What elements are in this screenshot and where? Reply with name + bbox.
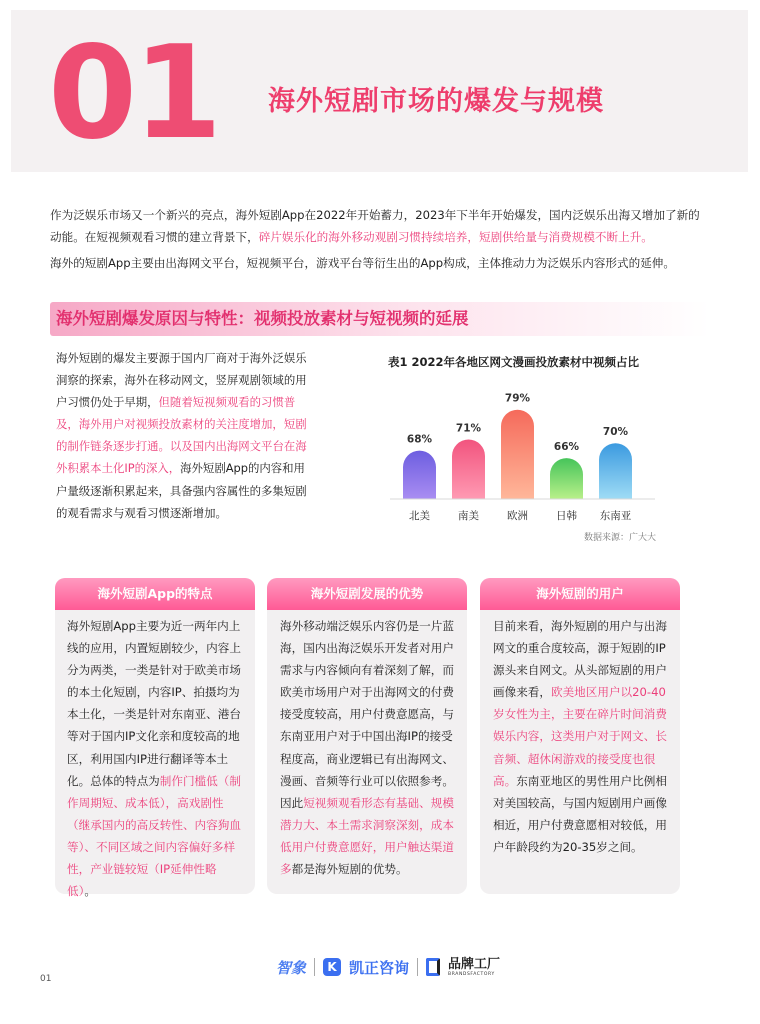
section-title: 海外短剧爆发原因与特性：视频投放素材与短视频的延展 bbox=[56, 309, 469, 328]
intro-paragraph-2: 海外的短剧App主要由出海网文平台，短视频平台，游戏平台等衍生出的App构成，主体推动力为泛娱乐内容形式的延伸。 bbox=[50, 256, 675, 270]
section-text bbox=[56, 347, 308, 524]
page-number: 01 bbox=[40, 974, 52, 984]
card-features-head: 海外短剧App的特点 bbox=[55, 578, 255, 610]
section-text-a: 海外短剧的爆发主要源于国内厂商对于海外泛娱乐洞察的探索，海外在移动网文，竖屏观剧领域的用户习惯仍处于早期， bbox=[56, 351, 307, 410]
brandsfactory-logo-icon bbox=[426, 958, 440, 976]
section-text-highlight-1: 但随着短视频观看的习惯普及，海外用户对视频投放素材的关注度增加，短剧的制作链条逐步打通。 bbox=[56, 395, 307, 454]
value-label: 70% bbox=[602, 426, 629, 439]
card-advantages-head: 海外短剧发展的优势 bbox=[267, 578, 467, 610]
chapter-number: 01 bbox=[48, 19, 219, 168]
card-users-highlight: 欧美地区用户以20-40岁女性为主，主要在碎片时间消费娱乐内容，这类用户对于网文、长音频、超休闲游戏的接受度也很高。 bbox=[493, 685, 667, 788]
value-label: 68% bbox=[406, 433, 433, 446]
section-text-c: 海外短剧App的内容和用户量级逐渐积累起来，具备强内容属性的多集短剧的观看需求与观看习惯逐渐增加。 bbox=[56, 461, 307, 520]
logo-divider bbox=[417, 958, 418, 976]
category-label: 东南亚 bbox=[599, 510, 632, 522]
card-users-text: 目前来看，海外短剧的用户与出海网文的重合度较高，源于短剧的IP源头来自网文。从头部短剧的用户画像来看， bbox=[493, 619, 667, 700]
bar-东南亚 bbox=[599, 443, 632, 499]
intro-p1-highlight: 碎片娱乐化的海外移动观剧习惯持续培养，短剧供给量与消费规模不断上升。 bbox=[258, 230, 653, 244]
bar-南美 bbox=[452, 439, 485, 499]
card-users-head: 海外短剧的用户 bbox=[480, 578, 680, 610]
kaizheng-logo-icon: K bbox=[323, 958, 341, 976]
chart-source: 数据来源：广大大 bbox=[583, 533, 656, 543]
value-label: 79% bbox=[504, 392, 531, 405]
chart-title: 表1 2022年各地区网文漫画投放素材中视频占比 bbox=[388, 355, 640, 369]
card-features-body bbox=[67, 615, 243, 902]
value-label: 71% bbox=[455, 422, 482, 435]
card-features-highlight: 制作门槛低（制作周期短、成本低），高戏剧性（继承国内的高反转性、内容狗血等）、不同区域之间内容偏好多样性，产业链较短（IP延伸性略低） bbox=[67, 773, 241, 899]
value-label: 66% bbox=[553, 441, 580, 454]
card-features-text: 海外短剧App主要为近一两年内上线的应用，内置短剧较少，内容上分为两类，一类是针对于欧美市场的本土化短剧，内容IP、拍摄均为本土化，一类是针对东南亚、港台等对于国内IP文化亲和度较高的地区，利用国内IP进行翻译等本土化。总体的特点为 bbox=[67, 619, 241, 788]
card-advantages-end: 都是海外短剧的优势。 bbox=[291, 862, 408, 877]
bar-北美 bbox=[403, 451, 436, 499]
brandsfactory-logo-sub: BRANDSFACTORY bbox=[448, 971, 495, 977]
kaizheng-logo: 凯正咨询 bbox=[349, 958, 410, 977]
card-advantages-highlight: 短视频观看形态有基础、规模潜力大、本土需求洞察深刻，成本低用户付费意愿好，用户触达渠道多 bbox=[280, 795, 454, 877]
card-users-body bbox=[493, 615, 669, 858]
category-label: 欧洲 bbox=[507, 510, 528, 522]
category-label: 北美 bbox=[409, 510, 430, 522]
intro-p1-text: 作为泛娱乐市场又一个新兴的亮点，海外短剧App在2022年开始蓄力，2023年下半年开始爆发，国内泛娱乐出海又增加了新的动能。在短视频观看习惯的建立背景下， bbox=[50, 208, 700, 244]
category-label: 日韩 bbox=[556, 510, 577, 522]
zhixiang-logo: 智象 bbox=[276, 958, 307, 977]
footer-logos bbox=[276, 954, 500, 980]
bar-chart bbox=[370, 378, 660, 538]
bar-日韩 bbox=[550, 458, 583, 499]
brandsfactory-logo-text: 品牌工厂 bbox=[448, 956, 501, 972]
brandsfactory-logo bbox=[448, 957, 500, 978]
page-title: 海外短剧市场的爆发与规模 bbox=[268, 86, 604, 117]
card-users-end: 东南亚地区的男性用户比例相对美国较高，与国内短剧用户画像相近，用户付费意愿相对较低，用户年龄段约为20-35岁之间。 bbox=[493, 773, 667, 854]
intro-paragraph-1 bbox=[50, 204, 710, 248]
category-label: 南美 bbox=[458, 510, 479, 522]
card-advantages-body bbox=[280, 615, 456, 880]
card-features-end: 。 bbox=[84, 884, 96, 899]
card-advantages-text: 海外移动端泛娱乐内容仍是一片蓝海，国内出海泛娱乐开发者对用户需求与内容倾向有着深刻了解，而欧美市场用户对于出海网文的付费接受度较高，用户付费意愿高，与东南亚用户对于中国出海IP的接受程度高，商业逻辑已有出海网文、漫画、音频等行业可以依照参考。因此 bbox=[280, 619, 454, 810]
logo-divider bbox=[314, 958, 315, 976]
section-text-highlight-2: 以及国内出海网文平台在海外积累本土化IP的深入， bbox=[56, 439, 307, 476]
bar-欧洲 bbox=[501, 410, 534, 499]
